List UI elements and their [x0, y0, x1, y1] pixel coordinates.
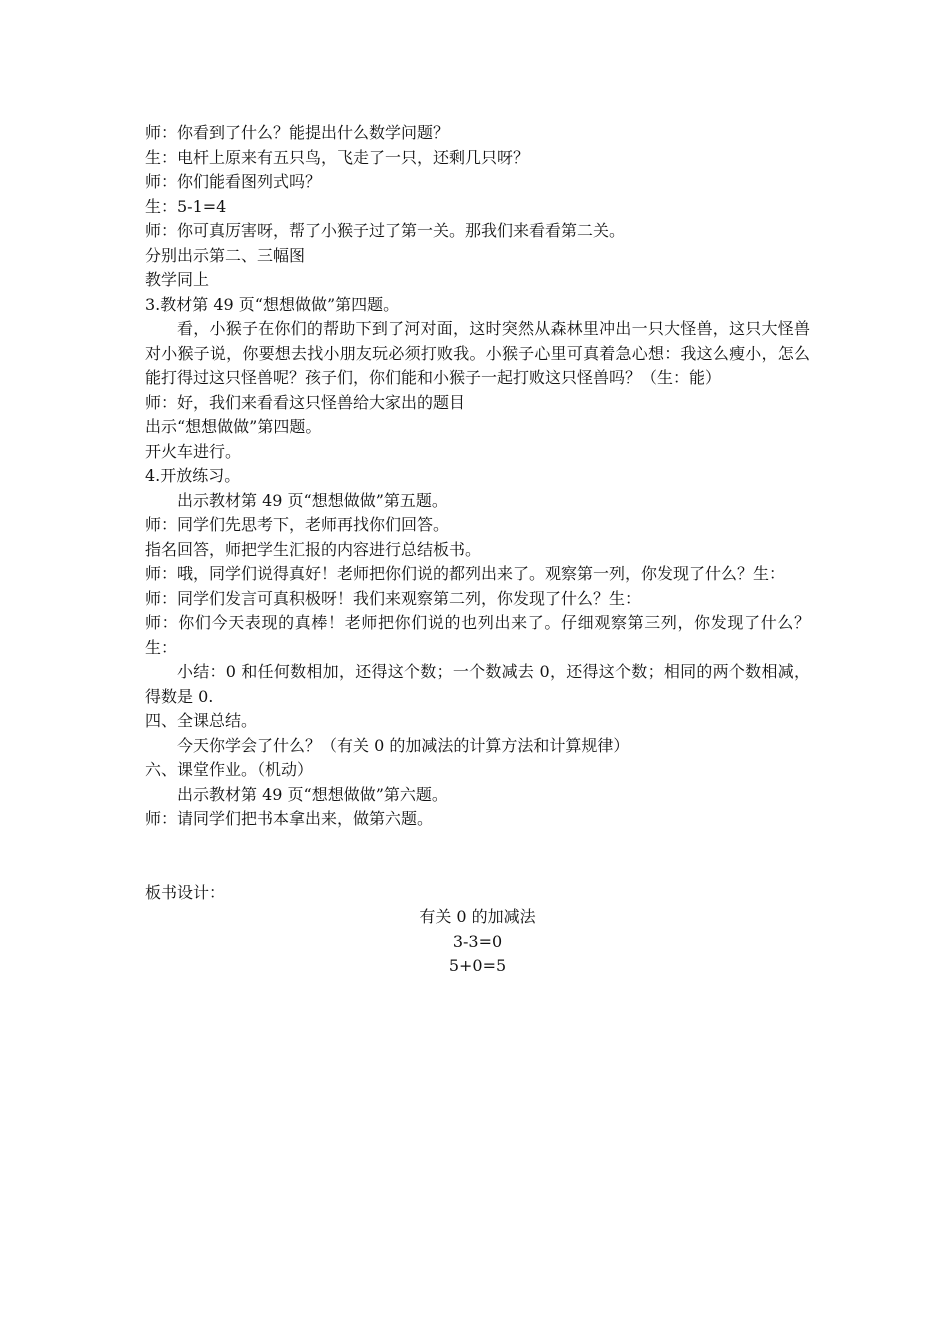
spacer — [145, 832, 810, 881]
line-18: 师：同学们发言可真积极呀！我们来观察第二列，你发现了什么？生： — [145, 588, 642, 608]
line-2: 生：电杆上原来有五只鸟，飞走了一只，还剩几只呀？ — [145, 147, 530, 167]
summary-paragraph: 小结：0 和任何数相加，还得这个数；一个数减去 0，还得这个数；相同的两个数相减，得数是 0. — [145, 662, 810, 706]
line-6: 分别出示第二、三幅图 — [145, 245, 306, 265]
line-11: 出示“想想做做”第四题。 — [145, 417, 322, 436]
board-equation-1: 3-3=0 — [452, 931, 503, 951]
section-heading-3: 3.教材第 49 页“想想做做”第四题。 — [145, 294, 400, 314]
line-16: 指名回答，师把学生汇报的内容进行总结板书。 — [145, 539, 482, 559]
line-24: 出示教材第 49 页“想想做做”第六题。 — [177, 784, 448, 804]
section-heading-4: 4.开放练习。 — [145, 466, 241, 485]
line-25: 师：请同学们把书本拿出来，做第六题。 — [145, 809, 434, 828]
line-3: 师：你们能看图列式吗？ — [145, 172, 322, 191]
section-heading-homework: 六、课堂作业。（机动） — [145, 760, 314, 779]
line-4: 生：5-1=4 — [145, 196, 227, 216]
line-7: 教学同上 — [145, 270, 210, 289]
line-12: 开火车进行。 — [145, 441, 242, 461]
line-14: 出示教材第 49 页“想想做做”第五题。 — [177, 490, 448, 510]
line-19: 师：你们今天表现的真棒！老师把你们说的也列出来了。仔细观察第三列，你发现了什么？生： — [145, 613, 810, 657]
document-body — [145, 121, 810, 979]
board-design-label: 板书设计： — [145, 882, 226, 902]
line-5: 师：你可真厉害呀，帮了小猴子过了第一关。那我们来看看第二关。 — [145, 221, 626, 240]
line-22: 今天你学会了什么？（有关 0 的加减法的计算方法和计算规律） — [177, 735, 630, 755]
board-equation-2: 5+0=5 — [448, 956, 507, 975]
line-10: 师：好，我们来看看这只怪兽给大家出的题目 — [145, 392, 466, 412]
line-15: 师：同学们先思考下，老师再找你们回答。 — [145, 515, 450, 534]
story-paragraph: 看，小猴子在你们的帮助下到了河对面，这时突然从森林里冲出一只大怪兽，这只大怪兽对小猴子说，你要想去找小朋友玩必须打败我。小猴子心里可真着急心想：我这么瘦小，怎么能打得过这只怪兽呢？孩子们，你们能和小猴子一起打败这只怪兽吗？（生：能） — [145, 319, 810, 387]
line-1: 师：你看到了什么？能提出什么数学问题？ — [145, 123, 450, 142]
line-17: 师：哦，同学们说得真好！老师把你们说的都列出来了。观察第一列，你发现了什么？生： — [145, 564, 786, 583]
board-title: 有关 0 的加减法 — [419, 907, 536, 926]
section-heading-review: 四、全课总结。 — [145, 711, 258, 730]
